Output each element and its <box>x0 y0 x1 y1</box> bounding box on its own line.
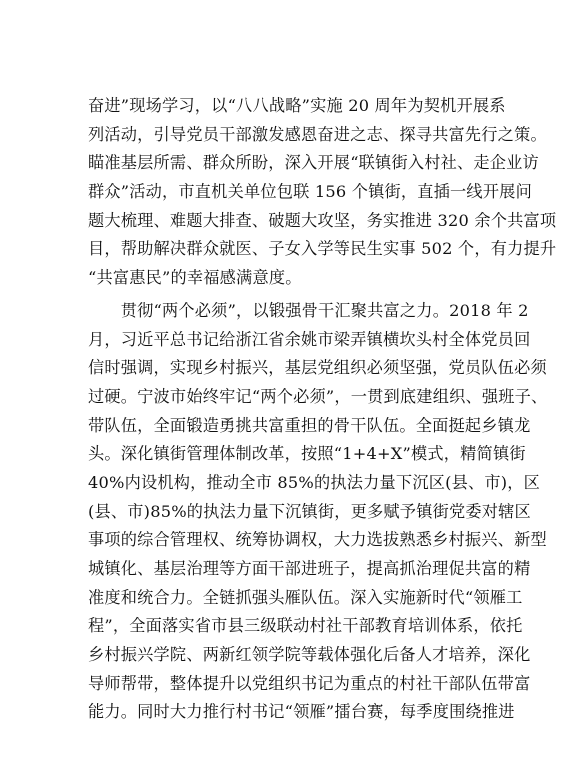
text-line: 程”，全面落实省市县三级联动村社干部教育培训体系，依托 <box>88 616 523 636</box>
text-line: 奋进”现场学习，以“八八战略”实施 20 周年为契机开展系 <box>88 96 506 115</box>
document-body <box>88 92 557 727</box>
text-line: 目，帮助解决群众就医、子女入学等民生实事 502 个，有力提升 <box>88 239 557 259</box>
text-line: 乡村振兴学院、两新红领学院等载体强化后备人才培养，深化 <box>88 645 531 665</box>
text-line: (县、市)85%的执法力量下沉镇街，更多赋予镇街党委对辖区 <box>88 501 531 521</box>
text-line: 40%内设机构，推动全市 85%的执法力量下沉区(县、市)，区 <box>88 472 541 492</box>
text-line: 带队伍，全面锻造勇挑共富重担的骨干队伍。全面挺起乡镇龙 <box>88 415 531 435</box>
text-line: 群众”活动，市直机关单位包联 156 个镇街，直插一线开展问 <box>88 182 532 202</box>
text-line: 月，习近平总书记给浙江省余姚市梁弄镇横坎头村全体党员回 <box>88 329 531 349</box>
paragraph-1 <box>88 92 557 293</box>
text-line: 准度和统合力。全链抓强头雁队伍。深入实施新时代“领雁工 <box>88 587 523 607</box>
text-line: 贯彻“两个必须”，以锻强骨干汇聚共富之力。2018 年 2 <box>88 300 529 320</box>
text-line: 过硬。宁波市始终牢记“两个必须”，一贯到底建组织、强班子、 <box>88 386 548 406</box>
text-line: 能力。同时大力推行村书记“领雁”擂台赛，每季度围绕推进 <box>88 702 515 722</box>
text-line: 列活动，引导党员干部激发感恩奋进之志、探寻共富先行之策。 <box>88 124 547 144</box>
text-line: 题大梳理、难题大排查、破题大攻坚，务实推进 320 余个共富项 <box>88 210 557 230</box>
text-line: “共富惠民”的幸福感满意度。 <box>88 268 302 288</box>
text-line: 头。深化镇街管理体制改革，按照“1+4+X”模式，精简镇街 <box>88 444 526 464</box>
text-line: 事项的综合管理权、统筹协调权，大力选拔熟悉乡村振兴、新型 <box>88 530 547 550</box>
text-line: 导师帮带，整体提升以党组织书记为重点的村社干部队伍带富 <box>88 673 531 693</box>
text-line: 信时强调，实现乡村振兴，基层党组织必须坚强，党员队伍必须 <box>88 358 547 378</box>
text-line: 城镇化、基层治理等方面干部进班子，提高抓治理促共富的精 <box>88 559 531 578</box>
paragraph-2 <box>88 297 548 727</box>
text-line: 瞄准基层所需、群众所盼，深入开展“联镇街入村社、走企业访 <box>88 153 539 173</box>
